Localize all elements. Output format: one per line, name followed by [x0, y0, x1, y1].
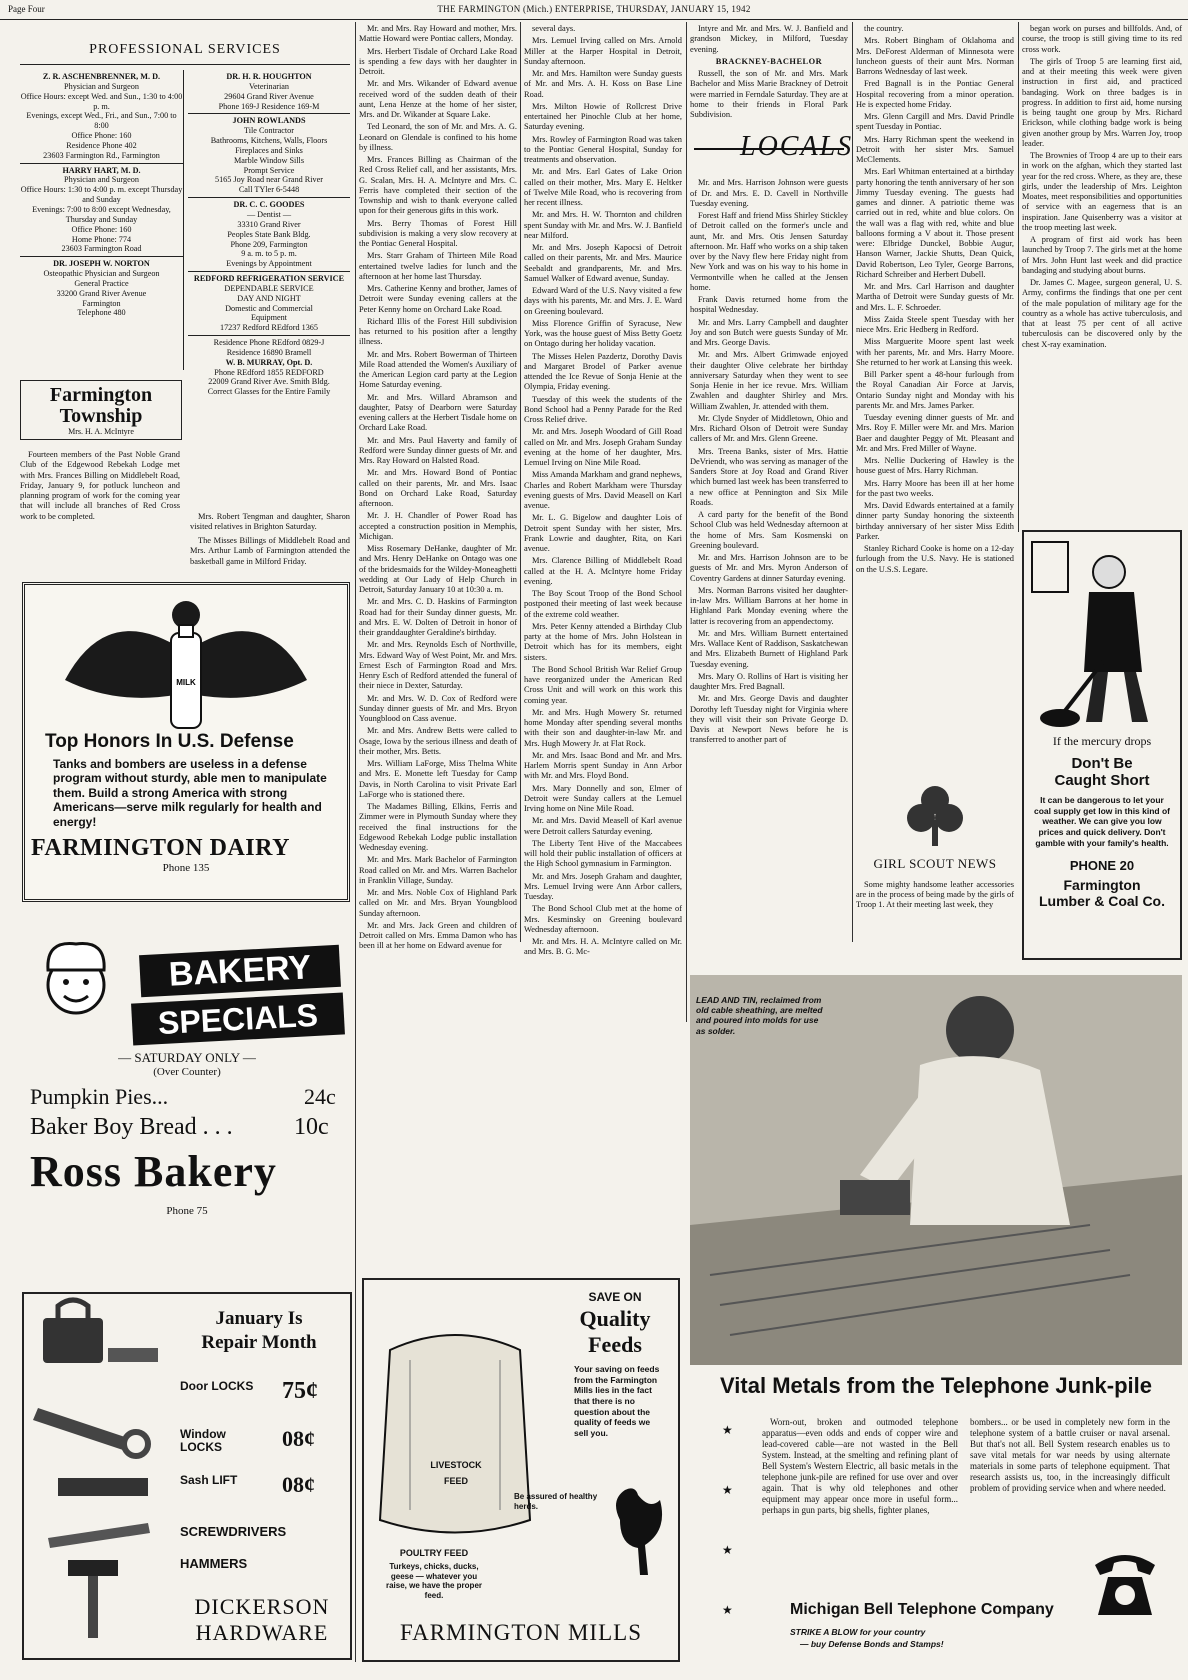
wedding-heading: BRACKNEY-BACHELOR	[715, 56, 823, 66]
masthead: THE FARMINGTON (Mich.) ENTERPRISE, THURSDAY, JANUARY 15, 1942	[437, 4, 751, 14]
card-name: REDFORD REFRIGERATION SERVICE	[193, 274, 345, 284]
card-line: 17237 Redford REdford 1365	[219, 323, 318, 333]
card-name: JOHN ROWLANDS	[232, 116, 306, 126]
mills-body: Your saving on feeds from the Farmington Mills lies in the fact that there is no question about the quality of feeds we sell you.	[574, 1364, 660, 1438]
bakery-phone: Phone 75	[166, 1205, 208, 1217]
news-item: Mr. and Mrs. C. D. Haskins of Farmington Road had for their Sunday dinner guests, Mr. and Mrs. E. W. Dolten of Detroit in honor of their granddaughter Geraldine's birthday.	[359, 597, 517, 637]
news-item: Ted Leonard, the son of Mr. and Mrs. A. G. Leonard on Glendale is confined to his home by illness.	[359, 122, 517, 152]
news-item: Mrs. Glenn Cargill and Mrs. David Prindle spent Tuesday in Pontiac.	[856, 112, 1014, 132]
wrench-icon	[33, 1408, 128, 1450]
card-line: DEPENDABLE SERVICE	[224, 283, 314, 293]
hardware-title: Repair Month	[201, 1332, 317, 1353]
news-item: Mr. and Mrs. Carl Harrison and daughter Martha of Detroit were Sunday guests of Mr. and Mrs. L. F. Schroeder.	[856, 282, 1014, 312]
assured-text: Be assured of healthy herds.	[514, 1492, 598, 1511]
news-item: Mr. and Mrs. David Measell of Karl avenue were Detroit callers Saturday evening.	[524, 816, 682, 836]
professional-services	[20, 28, 350, 397]
news-item: Mr. and Mrs. Wikander of Edward avenue received word of the sudden death of their aunt, Lena Henze at the home of her sister, Mrs. and Dr. Wikander at Square Lake.	[359, 79, 517, 119]
screwdriver-icon	[48, 1523, 150, 1548]
column-rule	[686, 22, 687, 1022]
hammer-icon	[88, 1568, 98, 1638]
bell-right-text: bombers... or be used in completely new form in the telephone system of a battle cruiser or naval arsenal. But that's not all. Bell System research enables us to save vital metals for war needs by using alternate materials in some parts of telephone equipment. That research assists us, too, in the increasingly difficult problem of providing service when and where needed.	[970, 1417, 1170, 1493]
page-number: Page Four	[8, 4, 45, 14]
news-item: Mr. and Mrs. William Burnett entertained Mrs. Wallace Kent of Raddison, Saskatchewan and Mrs. Elizabeth Burnett of Highland Park Tuesday evening.	[690, 628, 848, 669]
news-item: Mr. and Mrs. Joseph Graham and daughter, Mrs. Lemuel Irving were Ann Arbor callers, Tuesday.	[524, 871, 682, 901]
thermometer-icon	[1032, 542, 1068, 592]
saturday-only: — SATURDAY ONLY —	[118, 1050, 256, 1065]
hinge-icon	[108, 1348, 158, 1362]
mills-name: FARMINGTON MILLS	[400, 1620, 642, 1645]
news-item: Russell, the son of Mr. and Mrs. Mark Bachelor and Miss Marie Brackney of Detroit were married in Ferndale Saturday. They are at home to their friends in Floral Park Subdivision.	[690, 69, 848, 119]
news-item: Mrs. Peter Kenny attended a Birthday Club party at the home of Mrs. John Holstean in Detroit which has for its members, eight sisters.	[524, 621, 682, 662]
news-item: Mr. and Mrs. W. D. Cox of Redford were Sunday dinner guests of Mr. and Mrs. Bryon Youngblood on Cass avenue.	[359, 693, 517, 723]
news-item: The Madames Billing, Elkins, Ferris and Zimmer were in Plymouth Sunday where they received the final instructions for the Edgewood Rebekah Lodge public installation Wednesday evening.	[359, 802, 517, 852]
card-line: Residence 16890 Bramell	[226, 347, 312, 357]
feed-sack-illustration	[370, 1320, 540, 1550]
card-line: Fireplaces and Sinks	[235, 145, 303, 155]
news-item: Mr. and Mrs. Larry Campbell and daughter Joy and son Butch were guests Sunday of Mr. and Mrs. George Davis.	[690, 317, 848, 347]
bakery-banner: BAKERY	[139, 945, 341, 997]
card-line: Physician and Surgeon	[64, 175, 139, 185]
card-line: 33310 Grand River	[237, 219, 301, 229]
card-name: DR. JOSEPH W. NORTON	[53, 259, 150, 269]
card-line: 23603 Farmington Rd., Farmington	[43, 150, 160, 160]
news-item: The Misses Helen Pazdertz, Dorothy Davis and Margaret Brodel of Parker avenue attended the Ice Revue of Sonja Henie at the Olympia, Friday evening.	[524, 351, 682, 392]
news-item: the country.	[864, 24, 904, 33]
bakery-price-bread: 10c	[294, 1114, 329, 1140]
news-item: Mr. and Mrs. Robert Bowerman of Thirteen Mile Road attended the Women's Auxiliary of the American Legion card party at the Legion Home Saturday evening.	[359, 349, 517, 390]
feed-label: FEED	[443, 1476, 468, 1486]
bell-strike: STRIKE A BLOW for your country	[790, 1627, 926, 1637]
lumber-name: Farmington	[1063, 877, 1141, 894]
news-item: A program of first aid work has been launched by Troop 7. The girls met at the home of Mrs. John Hunt last week and did practice bandaging and studying about burns.	[1022, 235, 1182, 275]
bell-telephone-ad	[690, 975, 1182, 1663]
quality-label: Quality	[579, 1306, 651, 1331]
news-item: Mr. and Mrs. Joseph Woodard of Gill Road called on Mr. and Mrs. Joseph Graham Sunday evening at the home of her daughter, Mrs. Lemuel Irving on Nine Mile Road.	[524, 427, 682, 467]
card-line: Marble Window Sills	[233, 155, 305, 165]
township-text: Mrs. Robert Tengman and daughter, Sharon visited relatives in Brighton Saturday.	[190, 512, 350, 532]
card-line: Phone REdford 1855 REDFORD	[214, 367, 324, 377]
chef-icon	[26, 930, 126, 1030]
bakery-ad	[22, 930, 352, 1278]
news-item: The Brownies of Troop 4 are up to their ears in work on the afghan, which they started last year for the red cross. Where, as they are, these girls, under the leadership of Mrs. Leighton Moates, meet responsibilities and opportunities of service with an eagerness that is an inspiration. Jane Quisenberry was a visitor at the troop meeting last week.	[1022, 151, 1182, 232]
card-line: Tile Contractor	[244, 126, 294, 136]
news-item: Mrs. Catherine Kenny and brother, James of Detroit were Sunday evening callers at the Peter Kenny home on Orchard Lake Road.	[359, 284, 517, 314]
news-item: Mr. Clyde Snyder of Middletown, Ohio and Mrs. Richard Olson of Detroit were Sunday callers of Mr. and Mrs. Glenn Greene.	[690, 413, 848, 444]
lumber-name: Lumber & Coal Co.	[1038, 893, 1165, 910]
news-item: Miss Florence Griffin of Syracuse, New York, was the house guest of Miss Betty Goetz on Ontago during her holiday vacation.	[524, 318, 682, 349]
news-item: Miss Marguerite Moore spent last week with her parents, Mr. and Mrs. Harry Moore. She returned to her work at Lansing this week.	[856, 337, 1014, 367]
news-item: Mr. and Mrs. Ray Howard and mother, Mrs. Mattie Howard were Pontiac callers, Monday.	[359, 24, 517, 44]
news-item: Mrs. Norman Barrons visited her daughter-in-law Mrs. William Barrons at her home in Highland Park Monday evening where the latter is recovering from an appendectomy.	[690, 585, 848, 626]
news-item: several days.	[532, 24, 576, 33]
news-item: Mr. and Mrs. Howard Bond of Pontiac called on their parents, Mr. and Mrs. Isaac Bond on Orchard Lake Road, Saturday afternoon.	[359, 468, 517, 508]
hardware-item-price: 75¢	[282, 1378, 318, 1404]
news-item: Mr. and Mrs. Paul Haverty and family of Redford were Sunday dinner guests of Mr. and Mrs. Ray Howard on Halsted Road.	[359, 435, 517, 465]
card-line: Telephone 480	[77, 308, 126, 318]
news-item: Mr. and Mrs. H. W. Thornton and children spent Sunday with Mr. and Mrs. W. J. Banfield near Milford.	[524, 210, 682, 240]
news-item: Mrs. Rowley of Farmington Road was taken to the Pontiac General Hospital, Sunday for treatments and observation.	[524, 134, 682, 164]
card-line: Office Phone: 160	[71, 131, 132, 141]
news-item: Mr. and Mrs. Harrison Johnson were guests of Dr. and Mrs. E. D. Cavell in Northville Tuesday evening.	[690, 178, 848, 208]
news-item: Mr. and Mrs. H. A. McIntyre called on Mr. and Mrs. B. G. Mc-	[524, 937, 682, 957]
professional-right-column	[188, 70, 350, 397]
mills-ad	[362, 1278, 680, 1662]
hardware-name: DICKERSON	[194, 1594, 330, 1619]
news-item: Dr. James C. Magee, surgeon general, U. S. Army, confirms the findings that one per cent of the male population of military age for the country as a whole has active tuberculosis, and that at least 75 per cent of all active tuberculosis can be discovered only by the chest X-ray examination.	[1022, 278, 1182, 349]
card-name: Z. R. ASCHENBRENNER, M. D.	[42, 72, 161, 81]
news-column-5	[690, 24, 854, 1014]
hardware-hammers: HAMMERS	[180, 1556, 248, 1571]
township-text: The Misses Billings of Middlebelt Road and Mrs. Arthur Lamb of Farmington attended the basketball game in Milford Friday.	[190, 536, 350, 566]
news-item: Mrs. Treena Banks, sister of Mrs. Hattie DeVriendt, who was serving as manager of the Sanders Store at Joy Road and Grand River which burned last week has been transferred to a new office at Pennington and Six Mile Roads.	[690, 446, 848, 507]
news-item: Mr. and Mrs. Isaac Bond and Mr. and Mrs. Harlem Morris spent Sunday in Ann Arbor with Mr. and Mrs. Floyd Bond.	[524, 750, 682, 781]
hardware-item-price: 08¢	[282, 1472, 315, 1497]
news-item: Stanley Richard Cooke is home on a 12-day furlough from the U.S. Navy. He is stationed on the U.S.S. Legare.	[856, 544, 1014, 574]
news-item: Tuesday of this week the students of the Bond School had a Penny Parade for the Red Cross Relief drive.	[524, 394, 682, 424]
news-item: Mr. and Mrs. Jack Green and children of Detroit called on Mrs. Emma Damon who has been ill at her home on Edward avenue for	[359, 920, 517, 951]
news-item: Mr. and Mrs. Hamilton were Sunday guests of Mr. and Mrs. A. H. Koss on Base Line Road.	[524, 69, 682, 99]
specials-banner: SPECIALS	[131, 992, 345, 1045]
save-on: SAVE ON	[588, 1290, 642, 1304]
feed-sack-icon	[380, 1335, 530, 1533]
card-line: 5165 Joy Road near Grand River	[214, 175, 323, 185]
news-item: Mr. and Mrs. George Davis and daughter Dorothy left Tuesday night for Virginia where they will visit their son Private George D. Davis at Newport News before he is transferred to another part of	[690, 694, 848, 745]
card-name: W. B. MURRAY, Opt. D.	[225, 357, 313, 367]
star-icon: ★	[722, 1603, 733, 1617]
news-item: Miss Zaida Steele spent Tuesday with her niece Mrs. Eric Hedberg in Redford.	[856, 314, 1014, 334]
township-byline: Mrs. H. A. McIntyre	[68, 427, 134, 436]
news-item: Mr. and Mrs. Reynolds Esch of Northville, Mrs. Edward Way of West Point, Mr. and Mrs. Ernest Esch of Farmington Road and Mrs. Henry Esch of Redford attended the funeral of their niece in Dexter, Saturday.	[359, 640, 517, 691]
card-line: 29604 Grand River Avenue	[224, 91, 314, 101]
news-item: Mr. and Mrs. Harrison Johnson are to be guests of Mr. and Mrs. Myron Anderson of Coventry Gardens at dinner Saturday evening.	[690, 553, 848, 583]
card-line: General Practice	[74, 278, 129, 288]
card-line: Home Phone: 774	[71, 234, 132, 244]
ladle-icon	[840, 1180, 910, 1215]
card-line: Residence Phone 402	[66, 140, 137, 150]
card-norton	[20, 257, 183, 320]
hardware-title: January Is	[215, 1308, 303, 1329]
professional-left-column	[20, 70, 184, 370]
dairy-phone: Phone 135	[162, 861, 210, 874]
card-line: Farmington	[82, 298, 121, 308]
card-line: Physician and Surgeon	[64, 81, 139, 91]
news-item: Mr. and Mrs. Willard Abramson and daughter, Patsy of Dearborn were Saturday evening callers at the Herbert Tisdale home on Orchard Lake Road.	[359, 392, 517, 433]
news-item: Miss Rosemary DeHanke, daughter of Mr. and Mrs. Henry DeHanke on Ontago was one of the bridesmaids for the Wildey-Moneaghetti wedding at Our Lady of Help Church in Detroit, Saturday January 10 at 10:30 a. m.	[359, 544, 517, 594]
card-line: Veterinarian	[248, 81, 289, 91]
lumber-caught: Caught Short	[1054, 772, 1150, 789]
lumber-headline: If the mercury drops	[1052, 734, 1152, 748]
card-line: Evenings by Appointment	[226, 259, 312, 269]
livestock-label: LIVESTOCK	[430, 1460, 482, 1470]
hardware-item-price: 08¢	[282, 1426, 315, 1451]
news-column-7	[1022, 24, 1182, 514]
news-item: Mr. and Mrs. Joseph Kapocsi of Detroit called on their parents, Mr. and Mrs. Maurice Seebaldt and grandparents, Mr. and Mrs. Samuel Walker of Edward avenue, Sunday.	[524, 243, 682, 283]
dairy-name: FARMINGTON DAIRY	[31, 834, 290, 861]
township-column	[20, 380, 350, 570]
news-item: Mr. and Mrs. Earl Gates of Lake Orion called on their mother, Mrs. Mary E. Heltker of Twelve Mile Road, who is recovering from her recent illness.	[524, 167, 682, 207]
eagle-wing-right	[197, 631, 307, 698]
card-line: Office Phone: 160	[71, 224, 132, 234]
card-line: Equipment	[251, 313, 287, 323]
news-item: Mr. L. G. Bigelow and daughter Lois of Detroit spent Sunday with her sister, Mrs. Frank Lowrie and daughter, Rita, on Kari avenue.	[524, 513, 682, 553]
dairy-body: Tanks and bombers are useless in a defense program without sturdy, able men to manipulate them. Build a strong America with strong Americans—serve milk regularly for health and energy!	[53, 757, 327, 829]
card-line: Phone 169-J Residence 169-M	[218, 101, 320, 111]
welding-mask	[946, 996, 1014, 1064]
card-line: 23603 Farmington Road	[61, 244, 142, 254]
card-goodes	[188, 198, 350, 272]
star-icon: ★	[722, 1483, 733, 1497]
bell-buy: — buy Defense Bonds and Stamps!	[800, 1639, 944, 1649]
card-line: Peoples State Bank Bldg.	[227, 229, 311, 239]
card-line: 9 a. m. to 5 p. m.	[241, 249, 297, 259]
news-item: Mr. and Mrs. Hugh Mowery Sr. returned home Monday after spending several months with their son and daughter-in-law Mr. and Mrs. Hugh Mowery Jr. at Flat Rock.	[524, 707, 682, 748]
star-icon: ★	[722, 1423, 733, 1437]
dairy-headline: Top Honors In U.S. Defense	[45, 731, 294, 752]
card-line: 22009 Grand River Ave. Smith Bldg.	[208, 377, 330, 387]
news-item: The Bond School Club met at the home of Mrs. Kesminsky on Greening boulevard Wednesday afternoon.	[524, 904, 682, 934]
township-title: Township	[59, 405, 143, 427]
hardware-item-label: Door LOCKS	[180, 1379, 254, 1393]
news-item: Mrs. Herbert Tisdale of Orchard Lake Road is spending a few days with her daughter in Detroit.	[359, 46, 517, 76]
card-line: Correct Glasses for the Entire Family	[207, 387, 331, 397]
news-item: Mrs. Milton Howie of Rollcrest Drive entertained her Pinochle Club at her home, Saturday evening.	[524, 101, 682, 132]
page-header	[0, 0, 1188, 20]
news-item: Mrs. Earl Whitman entertained at a birthday party honoring the tenth anniversary of her son Jimmy Tuesday evening. The guests had games and dinner. A patriotic theme was carried out in red, white and blue colors. On the wall was a flag with red, white and blue balloons forming a V about it. Those present were: Elbridge Dunckel, Bobbie Augur, Hanson Warner, Jackie Shutts, Dean Quick, David Robertson, Leo Tyler, George Barrons, Richard Schreiber and Herbert Dubell.	[856, 167, 1014, 279]
card-aschenbrenner	[20, 70, 183, 164]
scout-title: GIRL SCOUT NEWS	[873, 856, 997, 871]
card-line: Evenings: 7:00 to 8:00 except Wednesday, Thursday and Sunday	[32, 204, 171, 224]
news-item: Mr. and Mrs. Mark Bachelor of Farmington Road called on Mr. and Mrs. Warren Bachelor in Franklin Village, Sunday.	[359, 855, 517, 885]
eagle-milk-bottle-illustration	[25, 585, 347, 735]
column-rule	[1018, 22, 1019, 532]
news-item: Frank Davis returned home from the hospital Wednesday.	[690, 295, 848, 315]
news-item: Mrs. Mary Donnelly and son, Elmer of Detroit were Sunday callers at the Lemuel Irving home on Nine Mile Road.	[524, 783, 682, 813]
news-item: Mrs. Harry Richman spent the weekend in Detroit with her sister Mrs. Samuel McClements.	[856, 134, 1014, 164]
card-redford-refrigeration	[188, 272, 350, 336]
bell-company-name: Michigan Bell Telephone Company	[790, 1601, 1054, 1618]
card-houghton	[188, 70, 350, 114]
professional-title: PROFESSIONAL SERVICES	[20, 28, 350, 65]
card-line: DAY AND NIGHT	[237, 293, 301, 303]
card-line: 33200 Grand River Avenue	[56, 288, 147, 298]
tools-illustration	[28, 1298, 168, 1658]
feeds-label: Feeds	[588, 1332, 642, 1357]
hardware-screwdrivers: SCREWDRIVERS	[180, 1524, 287, 1539]
card-name: DR. H. R. HOUGHTON	[226, 72, 312, 81]
plane-icon	[58, 1478, 148, 1496]
news-item: A card party for the benefit of the Bond School Club was held Wednesday afternoon at the home of Mrs. Sam Kosmenski on Greening boulevard.	[690, 510, 848, 550]
girl-scout-trefoil-icon	[905, 780, 965, 850]
card-line: Call TYler 6-5448	[238, 185, 300, 195]
star-icon: ★	[722, 1543, 733, 1557]
news-column-3	[359, 24, 517, 1266]
news-item: Mrs. Robert Bingham of Oklahoma and Mrs. DeForest Alderman of Minnesota were luncheon guests of their aunt Mrs. Norman Barrons Wednesday of last week.	[856, 36, 1014, 76]
township-text: Fourteen members of the Past Noble Grand Club of the Edgewood Rebekah Lodge met with Mrs. Frances Billing on Middlebelt Road, Friday, January 9, for potluck luncheon and planning program of work for the coming year that will include all branches of Red Cross work to be completed.	[20, 450, 180, 521]
poultry-body: Turkeys, chicks, ducks, geese — whatever you raise, we have the proper feed.	[385, 1562, 483, 1600]
card-line: Phone 209, Farmington	[230, 239, 308, 249]
news-item: Miss Amanda Markham and grand nephews, Charles and Robert Markham were Thursday evening guests of Mrs. David Measell on Karl avenue.	[524, 470, 682, 510]
eagle-wing-left	[65, 631, 175, 698]
card-line: Osteopathic Physician and Surgeon	[43, 269, 160, 279]
news-item: Mrs. Starr Graham of Thirteen Mile Road entertained twelve ladies for lunch and the afternoon at her home last Thursday.	[359, 251, 517, 281]
card-name: HARRY HART, M. D.	[62, 165, 141, 175]
news-item: Mr. and Mrs. Andrew Betts were called to Osage, Iowa by the serious illness and death of their mother, Mrs. Betts.	[359, 726, 517, 756]
hardware-item-label: Sash LIFT	[180, 1473, 238, 1487]
lumber-dont: Don't Be	[1071, 755, 1133, 772]
news-item: Mrs. Clarence Billing of Middlebelt Road called at the H. A. McIntyre home Friday evening.	[524, 556, 682, 586]
news-item: Mrs. Lemuel Irving called on Mrs. Arnold Miller at the Harper Hospital in Detroit, Sunday afternoon.	[524, 36, 682, 66]
card-hart	[20, 164, 183, 258]
card-line: Domestic and Commercial	[225, 303, 313, 313]
bell-headline: Vital Metals from the Telephone Junk-pile	[720, 1373, 1152, 1398]
news-item: Mrs. Frances Billing as Chairman of the Red Cross Relief call, and her assistants, Mrs. G. Scalan, Mrs. H. A. McIntyre and Mrs. C. Ferris have completed their section of the Township and wish to thank everyone called upon for their generous gifts in this work.	[359, 155, 517, 216]
bottle-neck	[179, 625, 193, 637]
news-item: Mr. and Mrs. Noble Cox of Highland Park called on Mr. and Mrs. Bryan Youngblood Sunday afternoon.	[359, 888, 517, 918]
scout-text: Some mighty handsome leather accessories are in the process of being made by the girls of Troop 1. At their meeting last week, they	[856, 879, 1014, 910]
card-line: — Dentist —	[246, 209, 292, 219]
dairy-ad	[22, 582, 350, 902]
lumber-phone: PHONE 20	[1069, 858, 1135, 874]
news-item: Mrs. Harry Moore has been ill at her home for the past two weeks.	[856, 478, 1014, 498]
news-item: Intyre and Mr. and Mrs. W. J. Banfield and grandson Mickey, in Milford, Tuesday evening.	[690, 24, 848, 54]
news-item: Mrs. Mary O. Rollins of Hart is visiting her daughter Mrs. Fred Bagnall.	[690, 671, 848, 691]
news-item: Mr. and Mrs. Albert Grimwade enjoyed their daughter Olive celebrate her birthday anniversary Saturday when they went to see Sonja Henie in her ice revue. Mrs. William Zwahlen and daughter Shirley and Mrs. William Zwahlen, Jr. attended with them.	[690, 350, 848, 411]
locals-title: LOCALS	[740, 131, 854, 163]
lumber-body: It can be dangerous to let your coal supply get low in this kind of weather. We can give you low prices and quick delivery. Don't gamble with your family's health.	[1034, 795, 1171, 848]
news-item: Richard Illis of the Forest Hill subdivision has returned to his position after a lengthy illness.	[359, 316, 517, 347]
poultry-feed: POULTRY FEED	[399, 1548, 469, 1558]
bakery-item-pies: Pumpkin Pies...	[30, 1084, 169, 1109]
card-line: Bathrooms, Kitchens, Walls, Floors	[210, 136, 328, 146]
card-line: Evenings, except Wed., Fri., and Sun., 7:00 to 8:00	[26, 111, 177, 131]
bakery-price-pies: 24c	[304, 1084, 336, 1109]
township-title: Farmington	[49, 384, 153, 406]
news-item: Bill Parker spent a 48-hour furlough from the Royal Canadian Air Force at Jarvis, Ontario Sunday night and Monday with his parents Mr. and Mrs. James Parker.	[856, 370, 1014, 410]
news-item: Forest Haff and friend Miss Shirley Stickley of Detroit called on the former's uncle and aunt, Mr. and Mrs. Otis Jensen Saturday afternoon. Mr. Haff who works on a ship taken over by the Navy flew here Friday night from New York and was on his way to his home in Vermontville when he called at the Jensen home.	[690, 211, 848, 292]
news-item: Mrs. Nellie Duckering of Hawley is the house guest of Mrs. Harry Richman.	[856, 456, 1014, 476]
hardware-name: HARDWARE	[195, 1620, 329, 1645]
news-item: The Boy Scout Troop of the Bond School postponed their meeting of last week because of the extreme cold weather.	[524, 589, 682, 619]
news-item: began work on purses and billfolds. And, of course, the troop is still giving time to its red cross work.	[1022, 24, 1182, 54]
news-item: Mrs. Berry Thomas of Forest Hill subdivision is making a very slow recovery at the Pontiac General Hospital.	[359, 218, 517, 248]
news-column-6	[856, 24, 1014, 766]
telephone-icon	[1090, 1545, 1160, 1625]
lock-icon	[43, 1318, 103, 1363]
card-line: Office Hours: 1:30 to 4:00 p. m. except Thursday and Sunday	[20, 185, 183, 205]
news-item: The Liberty Tent Hive of the Maccabees will hold their public installation of officers at the High School gymnasium in Farmington.	[524, 838, 682, 869]
news-item: The girls of Troop 5 are learning first aid, and at their meeting this week were given instruction in first aid, and practiced bandaging. Work on three badges is in progress. In addition to first aid, home nursing is being taught one group by Mrs. Richard Erickson, while clothing badge work is being given another group by Mrs. Warren Joy, troop leader.	[1022, 56, 1182, 148]
over-counter: (Over Counter)	[153, 1066, 221, 1078]
news-item: Fred Bagnall is in the Pontiac General Hospital recovering from a minor operation. He is expected home Friday.	[856, 79, 1014, 109]
bell-left-text: Worn-out, broken and outmoded telephone apparatus—even odds and ends of copper wire and lead-covered cable—are not wasted in the Bell System. Instead, at the smelting and refining plant of Bell System's Western Electric, all basic metals in the telephone junk-pile are refined for use over and over again. That is why old telephones and other equipment may appear once more in useful form... perhaps in gun parts, big shells, fighter planes,	[762, 1417, 958, 1515]
card-line: Office Hours: except Wed. and Sun., 1:30 to 4:00 p. m.	[20, 91, 183, 111]
news-item: Mrs. David Edwards entertained at a family dinner party Sunday honoring the sixteenth birthday anniversary of her sister Miss Edith Parker.	[856, 501, 1014, 541]
news-item: Mr. J. H. Chandler of Power Road has accepted a construction position in Memphis, Michigan.	[359, 511, 517, 541]
bakery-name: Ross Bakery	[30, 1147, 277, 1196]
township-heading-box	[20, 380, 182, 440]
news-item: The Bond School British War Relief Group have reorganized under the American Red Cross Unit and will work on this work this coming year.	[524, 664, 682, 705]
news-item: Tuesday evening dinner guests of Mr. and Mrs. Roy F. Miller were Mr. and Mrs. Marion Baer and daughter Peggy of Mt. Pleasant and Mr. and Mrs. Fred Miller of Wayne.	[856, 413, 1014, 453]
news-item: Mrs. William LaForge, Miss Thelma White and Mrs. E. Monette left Tuesday for Camp Davis, in North Carolina to visit Private Earl LaForge who is stationed there.	[359, 759, 517, 799]
card-line: Residence Phone REdford 0829-J	[213, 338, 325, 348]
locals-heading	[690, 122, 854, 178]
column-rule	[520, 22, 521, 942]
bottle-label: MILK	[176, 678, 196, 687]
card-name: DR. C. C. GOODES	[233, 200, 305, 210]
man-shoveling-coal-illustration	[1024, 532, 1180, 732]
rooster-icon	[600, 1480, 670, 1590]
card-rowlands	[188, 114, 350, 198]
girl-scout-section	[856, 770, 1014, 970]
bakery-item-bread: Baker Boy Bread . . .	[30, 1114, 233, 1140]
news-column-4	[524, 24, 682, 1266]
news-item: Edward Ward of the U.S. Navy visited a few days with his parents, Mr. and Mrs. J. E. Ward on Greening boulevard.	[524, 286, 682, 316]
card-line: Prompt Service	[243, 165, 295, 175]
bell-caption: LEAD AND TIN, reclaimed from old cable sheathing, are melted and poured into molds for use as solder.	[696, 995, 823, 1036]
hardware-item-label: Window LOCKS	[180, 1427, 226, 1455]
column-rule	[355, 22, 356, 1662]
lumber-coal-ad	[1022, 530, 1182, 960]
hardware-ad	[22, 1292, 352, 1660]
man-body	[1084, 592, 1142, 672]
